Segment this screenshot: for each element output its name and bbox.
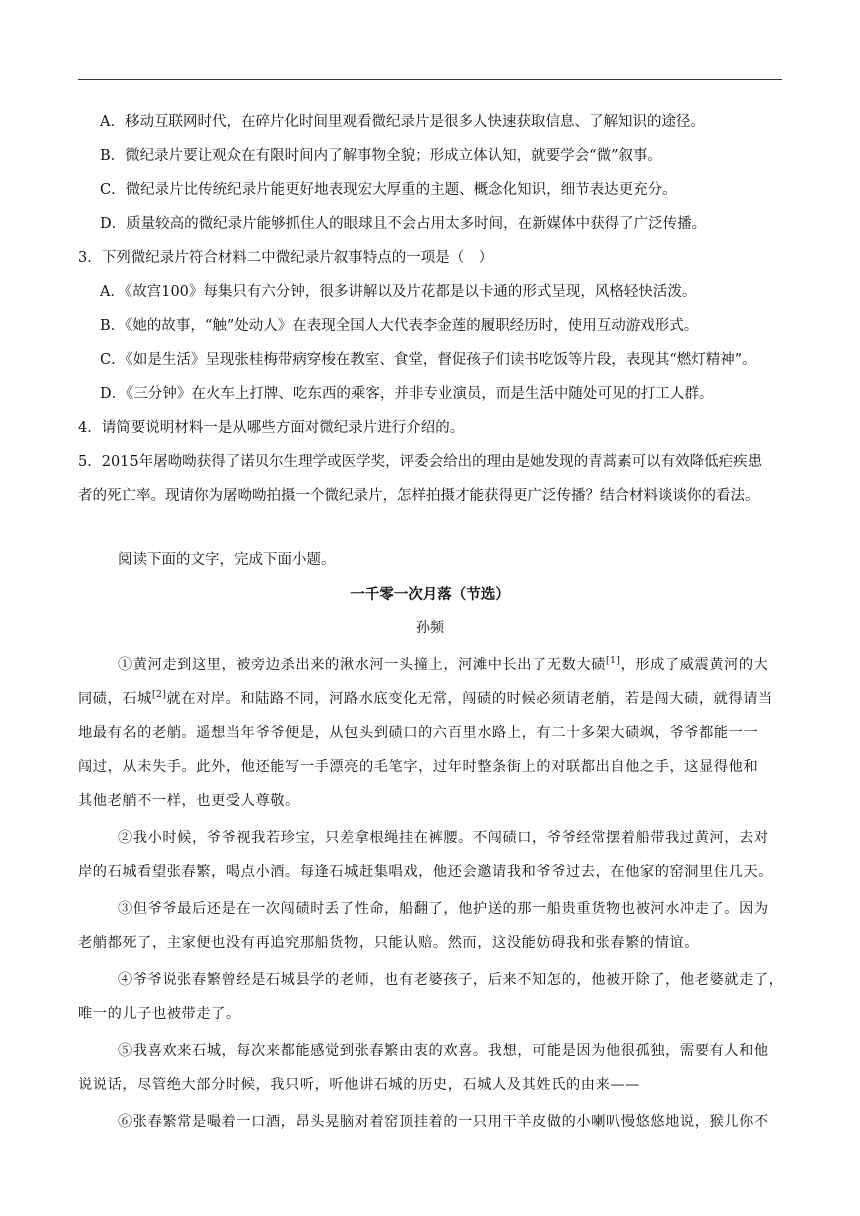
para-5-line-1: ⑤我喜欢来石城，每次来都能感觉到张春繁由衷的欢喜。我想，可能是因为他很孤独，需要有人和他 (118, 1043, 769, 1059)
q4-stem: 4．请简要说明材料一是从哪些方面对微纪录片进行介绍的。 (78, 420, 465, 436)
q2-option-c: C．微纪录片比传统纪录片能更好地表现宏大厚重的主题、概念化知识，细节表达更充分。 (100, 182, 677, 198)
para-1-line-4: 闯过，从未失手。此外，他还能写一手漂亮的毛笔字，过年时整条街上的对联都出自他之手，这显得他和 (78, 759, 759, 775)
q3-option-a: A．《故宫100》每集只有六分钟，很多讲解以及片花都是以卡通的形式呈现，风格轻快活泼。 (100, 284, 697, 300)
passage-author: 孙频 (416, 620, 444, 636)
q2-option-a: A．移动互联网时代，在碎片化时间里观看微纪录片是很多人快速获取信息、了解知识的途径。 (100, 114, 705, 130)
para-4-line-1: ④爷爷说张春繁曾经是石城县学的老师，也有老婆孩子，后来不知怎的，他被开除了，他老婆就走了， (118, 972, 784, 988)
para-6-line-1: ⑥张春繁常是嘬着一口酒，昂头晃脑对着窑顶挂着的一只用干羊皮做的小喇叭慢悠悠地说，猴儿你不 (118, 1114, 769, 1130)
para-3-line-2: 老艄都死了，主家便也没有再追究那船货物，只能认赔。然而，这没能妨碍我和张春繁的情谊。 (78, 935, 700, 951)
para-1-line-5: 其他老艄不一样，也更受人尊敬。 (78, 793, 300, 809)
para-1-line-2: 同碛，石城[2]就在对岸。和陆路不同，河路水底变化无常，闯碛的时候必须请老艄，若是闯大碛，就得请当 (78, 690, 773, 707)
para-5-line-2: 说说话，尽管绝大部分时候，我只听，听他讲石城的历史，石城人及其姓氏的由来—— (78, 1077, 640, 1093)
para-1-line-3: 地最有名的老艄。遥想当年爷爷便是，从包头到碛口的六百里水路上，有二十多架大碛飒，爷爷都能一一 (78, 725, 759, 741)
para-2-line-1: ②我小时候，爷爷视我若珍宝，只差拿根绳挂在裤腰。不闯碛口，爷爷经常摆着船带我过黄河，去对 (118, 830, 769, 846)
q2-option-d: D．质量较高的微纪录片能够抓住人的眼球且不会占用太多时间，在新媒体中获得了广泛传播。 (100, 216, 707, 232)
passage-title: 一千零一次月落（节选） (350, 586, 510, 603)
para-1-line-1: ①黄河走到这里，被旁边杀出来的湫水河一头撞上，河滩中长出了无数大碛[1]，形成了威震黄河的大 (118, 656, 769, 673)
q5-stem-line1: 5．2015年屠呦呦获得了诺贝尔生理学或医学奖，评委会给出的理由是她发现的青蒿素可以有效降低疟疾患 (78, 454, 763, 470)
q2-option-b: B．微纪录片要让观众在有限时间内了解事物全貌；形成立体认知，就要学会“微”叙事。 (100, 148, 662, 164)
header-rule (78, 79, 782, 80)
reading-instruction: 阅读下面的文字，完成下面小题。 (118, 552, 336, 568)
q3-option-d: D．《三分钟》在火车上打牌、吃东西的乘客，并非专业演员，而是生活中随处可见的打工人群。 (100, 386, 714, 402)
q3-option-b: B．《她的故事，“触”处动人》在表现全国人大代表李金莲的履职经历时，使用互动游戏形式。 (100, 318, 699, 334)
footnote-1-marker: [1] (606, 656, 621, 666)
footnote-2-marker: [2] (151, 690, 167, 700)
q5-stem-line2: 者的死亡率。现请你为屠呦呦拍摄一个微纪录片，怎样拍摄才能获得更广泛传播？结合材料谈谈你的看法。 (78, 488, 760, 504)
q3-stem: 3．下列微纪录片符合材料二中微纪录片叙事特点的一项是（ ） (78, 250, 494, 266)
para-4-line-2: 唯一的儿子也被带走了。 (78, 1006, 241, 1022)
para-3-line-1: ③但爷爷最后还是在一次闯碛时丢了性命，船翻了，他护送的那一船贵重货物也被河水冲走了。因为 (118, 901, 769, 917)
para-2-line-2: 岸的石城看望张春繁，喝点小酒。每逢石城赶集唱戏，他还会邀请我和爷爷过去，在他家的窑洞里住几天。 (78, 864, 774, 880)
q3-option-c: C．《如是生活》呈现张桂梅带病穿梭在教室、食堂，督促孩子们读书吃饭等片段，表现其“燃灯精神”。 (100, 352, 757, 368)
